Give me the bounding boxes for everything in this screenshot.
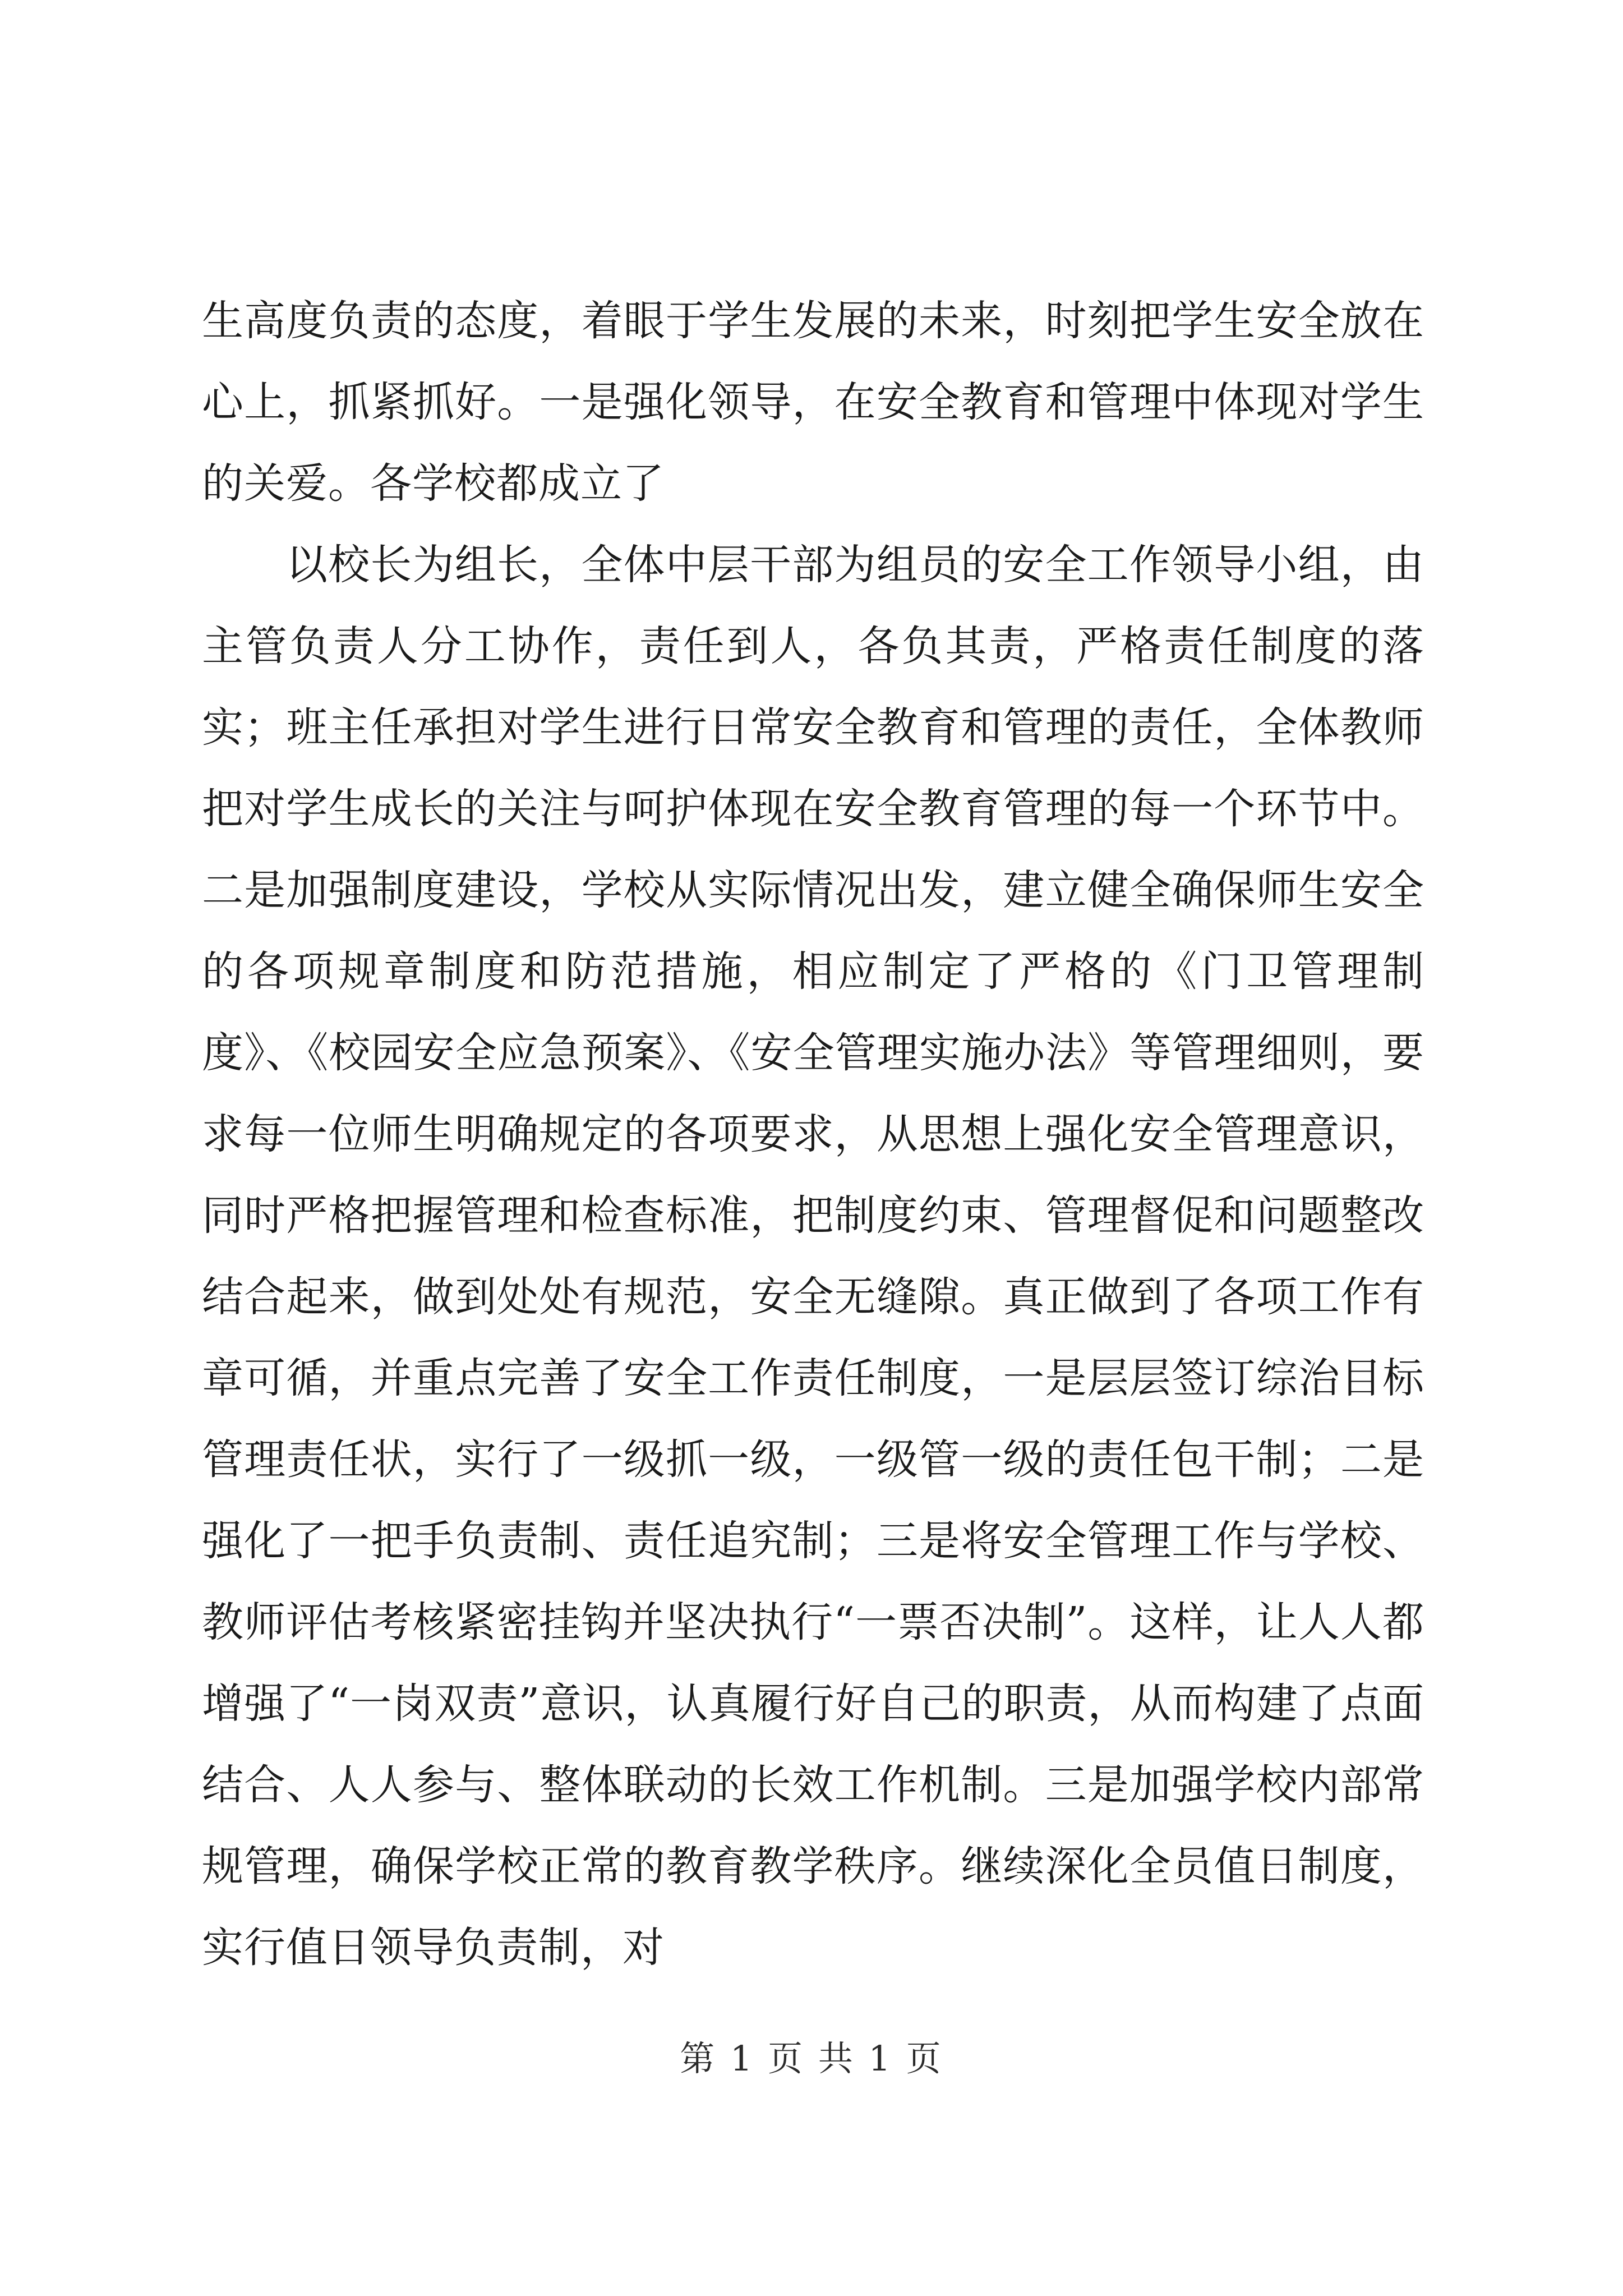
paragraph-1: 生高度负责的态度，着眼于学生发展的未来，时刻把学生安全放在心上，抓紧抓好。一是强化领导，在安全教育和管理中体现对学生的关爱。各学校都成立了 [202,297,1424,508]
paragraph-2: 以校长为组长，全体中层干部为组员的安全工作领导小组，由主管负责人分工协作，责任到人，各负其责，严格责任制度的落实；班主任承担对学生进行日常安全教育和管理的责任，全体教师把对学生成长的关注与呵护体现在安全教育管理的每一个环节中。二是加强制度建设，学校从实际情况出发，建立健全确保师生安全的各项规章制度和防范措施，相应制定了严格的《门卫管理制度》、《校园安全应急预案》、《安全管理实施办法》等管理细则，要求每一位师生明确规定的各项要求，从思想上强化安全管理意识，同时严格把握管理和检查标准，把制度约束、管理督促和问题整改结合起来，做到处处有规范，安全无缝隙。真正做到了各项工作有章可循，并重点完善了安全工作责任制度，一是层层签订综治目标管理责任状，实行了一级抓一级，一级管一级的责任包干制；二是强化了一把手负责制、责任追究制；三是将安全管理工作与学校、教师评估考核紧密挂钩并坚决执行“一票否决制”。这样，让人人都增强了“一岗双责”意识，认真履行好自己的职责，从而构建了点面结合、人人参与、整体联动的长效工作机制。三是加强学校内部常规管理，确保学校正常的教育教学秩序。继续深化全员值日制度，实行值日领导负责制，对 [202,541,1424,1972]
document-body [202,280,1424,1989]
page-footer: 第 1 页 共 1 页 [680,2038,943,2079]
